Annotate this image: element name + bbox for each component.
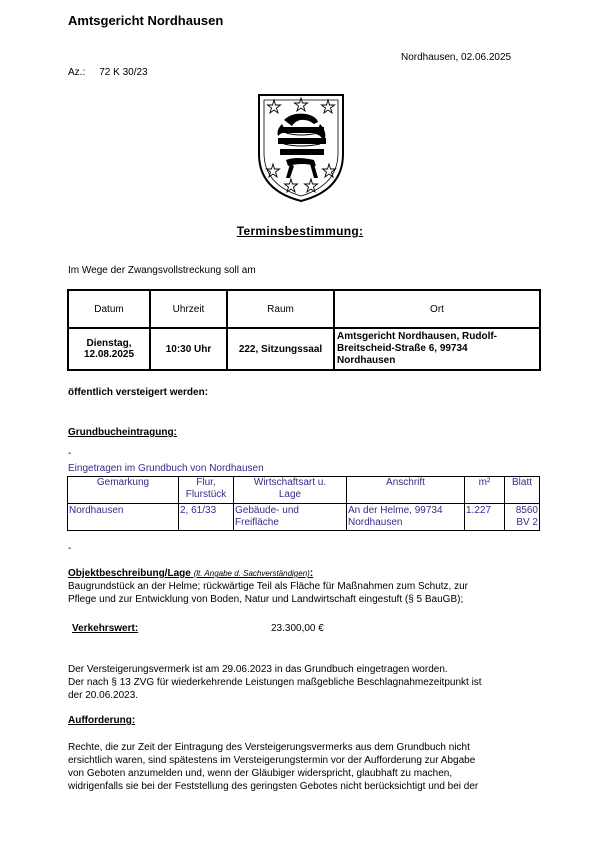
gb-m2: 1.227: [465, 504, 505, 531]
vermerk-line: der 20.06.2023.: [68, 690, 139, 701]
separator-dash: -: [68, 448, 72, 459]
gb-anschrift: [347, 504, 465, 531]
termin-table: [67, 289, 541, 371]
termin-datum: [68, 328, 150, 370]
file-reference-label: Az.:: [68, 67, 86, 78]
vermerk-text: [68, 663, 538, 702]
grundbuch-eingetragen: Eingetragen im Grundbuch von Nordhausen: [68, 463, 264, 474]
aufforderung-line: widrigenfalls sie bei der Feststellung des geringsten Gebotes nicht berücksichtigt und bei der: [68, 781, 479, 792]
gb-blatt-line: 8560: [515, 505, 538, 516]
table-row: [68, 504, 540, 531]
gb-flur: 2, 61/33: [179, 504, 234, 531]
file-reference-value: 72 K 30/23: [99, 67, 148, 78]
gb-gemarkung: Nordhausen: [68, 504, 179, 531]
verkehrswert-value: 23.300,00 €: [271, 623, 324, 634]
grundbuch-header-row: [68, 477, 540, 504]
grundbuch-title: Grundbucheintragung:: [68, 427, 177, 438]
file-reference: [68, 67, 148, 78]
gb-header-flur-line: Flur,: [196, 477, 216, 488]
aufforderung-line: von Geboten anzumelden und, wenn der Gläubiger widerspricht, glaubhaft zu machen,: [68, 768, 453, 779]
objekt-title: [68, 568, 313, 579]
gb-header-flur-line: Flurstück: [185, 489, 227, 500]
termin-header-datum: Datum: [68, 290, 150, 328]
objekt-title-note: (lt. Angabe d. Sachverständigen): [193, 569, 310, 578]
thuringia-coat-of-arms-icon: [256, 92, 346, 204]
gb-blatt: [505, 504, 540, 531]
gb-header-gemarkung: Gemarkung: [68, 477, 179, 504]
intro-text: Im Wege der Zwangsvollstreckung soll am: [68, 265, 256, 276]
gb-header-wirtschaft-line: Lage: [278, 489, 302, 500]
verkehrswert-label: Verkehrswert:: [72, 623, 139, 634]
gb-header-anschrift: Anschrift: [347, 477, 465, 504]
separator-dash: -: [68, 543, 72, 554]
termin-header-row: [68, 290, 540, 328]
gb-anschrift-line: An der Helme, 99734: [348, 505, 443, 516]
gb-wirtschaft-line: Gebäude- und: [235, 505, 299, 516]
objekt-title-label: Objektbeschreibung/Lage: [68, 568, 191, 579]
gb-blatt-line: BV 2: [516, 517, 538, 528]
objekt-title-colon: :: [309, 568, 314, 579]
termin-value-row: [68, 328, 540, 370]
termin-datum-line: 12.08.2025: [83, 349, 135, 360]
page-title: Terminsbestimmung:: [236, 224, 364, 238]
gb-wirtschaftsart: [234, 504, 347, 531]
gb-header-flur: [179, 477, 234, 504]
objekt-description: [68, 580, 528, 606]
termin-ort-line: Amtsgericht Nordhausen, Rudolf-: [337, 331, 498, 342]
termin-ort-line: Nordhausen: [337, 355, 396, 366]
aufforderung-line: Rechte, die zur Zeit der Eintragung des Versteigerungsvermerks aus dem Grundbuch nicht: [68, 742, 470, 753]
aufforderung-text: [68, 741, 533, 793]
termin-ort-line: Breitscheid-Straße 6, 99734: [337, 343, 468, 354]
objekt-line: Pflege und zur Entwicklung von Boden, Natur und Landwirtschaft eingestuft (§ 5 BauGB);: [68, 594, 464, 605]
court-name: Amtsgericht Nordhausen: [68, 13, 224, 28]
termin-raum: 222, Sitzungssaal: [227, 328, 334, 370]
gb-header-m2: m²: [465, 477, 505, 504]
objekt-line: Baugrundstück an der Helme; rückwärtige Teil als Fläche für Maßnahmen zum Schutz, zur: [68, 581, 468, 592]
gb-header-wirtschaft-line: Wirtschaftsart u.: [253, 477, 327, 488]
versteigert-text: öffentlich versteigert werden:: [68, 387, 209, 398]
vermerk-line: Der Versteigerungsvermerk ist am 29.06.2023 in das Grundbuch eingetragen worden.: [68, 664, 448, 675]
place-date: Nordhausen, 02.06.2025: [401, 52, 512, 63]
grundbuch-table: [67, 476, 540, 531]
termin-header-uhrzeit: Uhrzeit: [150, 290, 227, 328]
termin-header-ort: Ort: [334, 290, 540, 328]
gb-header-wirtschaftsart: [234, 477, 347, 504]
aufforderung-line: ersichtlich waren, sind spätestens im Versteigerungstermin vor der Aufforderung zur Abgabe: [68, 755, 476, 766]
termin-header-raum: Raum: [227, 290, 334, 328]
termin-datum-line: Dienstag,: [86, 338, 132, 349]
vermerk-line: Der nach § 13 ZVG für wiederkehrende Leistungen maßgebliche Beschlagnahmezeitpunkt ist: [68, 677, 482, 688]
aufforderung-title: Aufforderung:: [68, 715, 136, 726]
termin-ort: [334, 328, 540, 370]
gb-anschrift-line: Nordhausen: [348, 517, 403, 528]
gb-header-blatt: Blatt: [505, 477, 540, 504]
gb-wirtschaft-line: Freifläche: [235, 517, 279, 528]
termin-uhrzeit: 10:30 Uhr: [150, 328, 227, 370]
